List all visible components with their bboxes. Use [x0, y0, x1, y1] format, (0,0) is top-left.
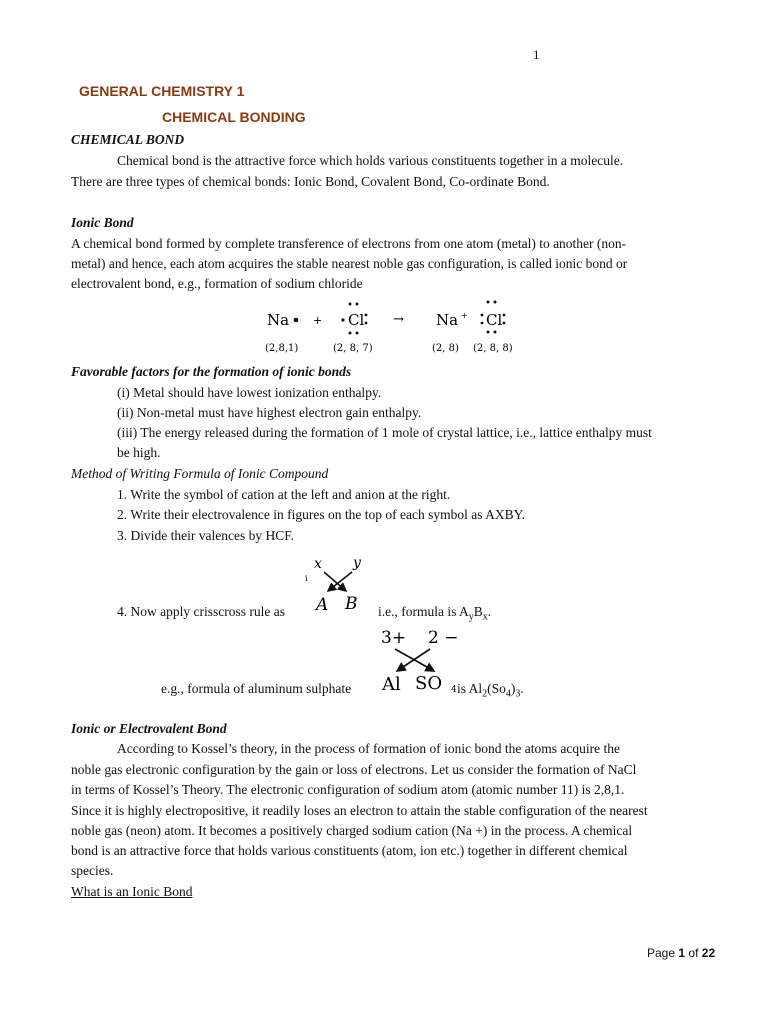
electrovalent-line-7: species. — [71, 863, 114, 878]
method-step-2: 2. Write their electrovalence in figures on the top of each symbol as AXBY. — [117, 507, 525, 522]
step4-end: . — [487, 604, 492, 619]
symbol-so: SO — [415, 673, 443, 694]
eq-arrow: → — [393, 312, 404, 327]
example-mid: (So — [487, 681, 506, 696]
eq-config-na-ion: (2, 8) — [432, 343, 459, 354]
page-number-top: 1 — [533, 47, 540, 62]
favorable-item-2: (ii) Non-metal must have highest electron gain enthalpy. — [117, 405, 422, 420]
eq-config-na: (2,8,1) — [265, 343, 299, 354]
chemical-bond-title: CHEMICAL BOND — [71, 132, 185, 147]
electrovalent-line-4: Since it is highly electropositive, it readily loses an electron to attain the stable configuration of the nearest — [71, 803, 648, 818]
ionic-bond-line-1: A chemical bond formed by complete transference of electrons from one atom (metal) to another (non- — [71, 236, 627, 251]
crisscross-diagram — [302, 552, 372, 616]
electrovalent-line-2: noble gas electronic configuration by the gain or loss of electrons. Let us consider the formation of NaCl — [71, 762, 637, 777]
course-heading: GENERAL CHEMISTRY 1 — [79, 83, 245, 99]
ionic-bond-link[interactable]: What is an Ionic Bond — [71, 884, 193, 899]
electrovalent-line-6: bond is an attractive force that holds various constituents (atom, ion etc.) together in different chemical — [71, 843, 628, 858]
example-sub-2: 4 — [505, 688, 511, 700]
eq-config-cl-ion: (2, 8, 8) — [473, 343, 513, 354]
step4-suffix: i.e., formula is A — [378, 604, 469, 619]
electrovalent-line-5: noble gas (neon) atom. It becomes a positively charged sodium cation (Na +) in the process. A chemical — [71, 823, 633, 838]
cross-mark: i — [305, 574, 308, 583]
eq-cl-ion: Cl — [486, 311, 503, 329]
eq-plus: + — [313, 314, 323, 327]
favorable-item-3-continued: be high. — [117, 445, 161, 460]
method-step-1: 1. Write the symbol of cation at the left and anion at the right. — [117, 487, 451, 502]
footer-total-pages: 22 — [701, 946, 716, 960]
footer-of-word: of — [688, 946, 699, 960]
favorable-item-1: (i) Metal should have lowest ionization enthalpy. — [117, 385, 382, 400]
chemical-bond-line-1: Chemical bond is the attractive force which holds various constituents together in a molecule. — [117, 153, 624, 168]
charge-so4: 2 − — [428, 628, 458, 648]
step4-formula — [378, 604, 491, 623]
example-sub-3: 3 — [515, 688, 521, 700]
example-formula — [457, 681, 524, 700]
eq-na-charge: + — [461, 311, 468, 320]
eq-na-electron — [294, 318, 299, 323]
eq-config-cl: (2, 8, 7) — [333, 343, 373, 354]
example-suffix: is Al — [457, 681, 483, 696]
method-step-3: 3. Divide their valences by HCF. — [117, 528, 295, 543]
eq-na-ion: Na — [436, 311, 459, 329]
electrovalent-line-1: According to Kossel’s theory, in the process of formation of ionic bond the atoms acquire the — [117, 741, 621, 756]
example-prefix: e.g., formula of aluminum sulphate — [161, 681, 352, 696]
symbol-al: Al — [382, 674, 401, 695]
charge-al: 3+ — [381, 628, 407, 648]
cross-x: x — [314, 556, 322, 572]
nacl-equation — [262, 296, 522, 358]
example-dot: . — [520, 681, 524, 696]
cross-y: y — [353, 555, 361, 571]
favorable-title: Favorable factors for the formation of ionic bonds — [71, 364, 352, 379]
method-title: Method of Writing Formula of Ionic Compound — [71, 466, 329, 481]
cross-b: B — [345, 594, 358, 614]
topic-heading: CHEMICAL BONDING — [162, 109, 306, 125]
chemical-bond-line-2: There are three types of chemical bonds: Ionic Bond, Covalent Bond, Co-ordinate Bond. — [71, 174, 550, 189]
step4-prefix: 4. Now apply crisscross rule as — [117, 604, 285, 619]
eq-cl: Cl — [348, 311, 365, 329]
favorable-item-3: (iii) The energy released during the formation of 1 mole of crystal lattice, i.e., lattice enthalpy must — [117, 425, 652, 440]
example-end: ) — [510, 681, 516, 696]
eq-na: Na — [267, 311, 290, 329]
footer-current-page: 1 — [678, 946, 686, 960]
symbol-sub4: 4 — [451, 685, 457, 695]
step4-sub-y: y — [468, 611, 474, 623]
example-sub-1: 2 — [482, 688, 488, 700]
ionic-bond-line-3: electrovalent bond, e.g., formation of sodium chloride — [71, 276, 363, 291]
cross-a: A — [316, 595, 329, 615]
footer-page-word: Page — [647, 946, 676, 960]
step4-sub-x: x — [482, 611, 488, 623]
ionic-bond-title: Ionic Bond — [71, 215, 134, 230]
ionic-bond-line-2: metal) and hence, each atom acquires the stable nearest noble gas configuration, is called ionic bond or — [71, 256, 628, 271]
electrovalent-line-3: in terms of Kossel’s Theory. The electronic configuration of sodium atom (atomic number 11) is 2,8,1. — [71, 782, 625, 797]
sulphate-diagram — [378, 623, 458, 695]
step4-b: B — [473, 604, 483, 619]
page-footer — [647, 946, 715, 960]
method-step-4 — [117, 604, 285, 620]
electrovalent-title: Ionic or Electrovalent Bond — [71, 721, 227, 736]
